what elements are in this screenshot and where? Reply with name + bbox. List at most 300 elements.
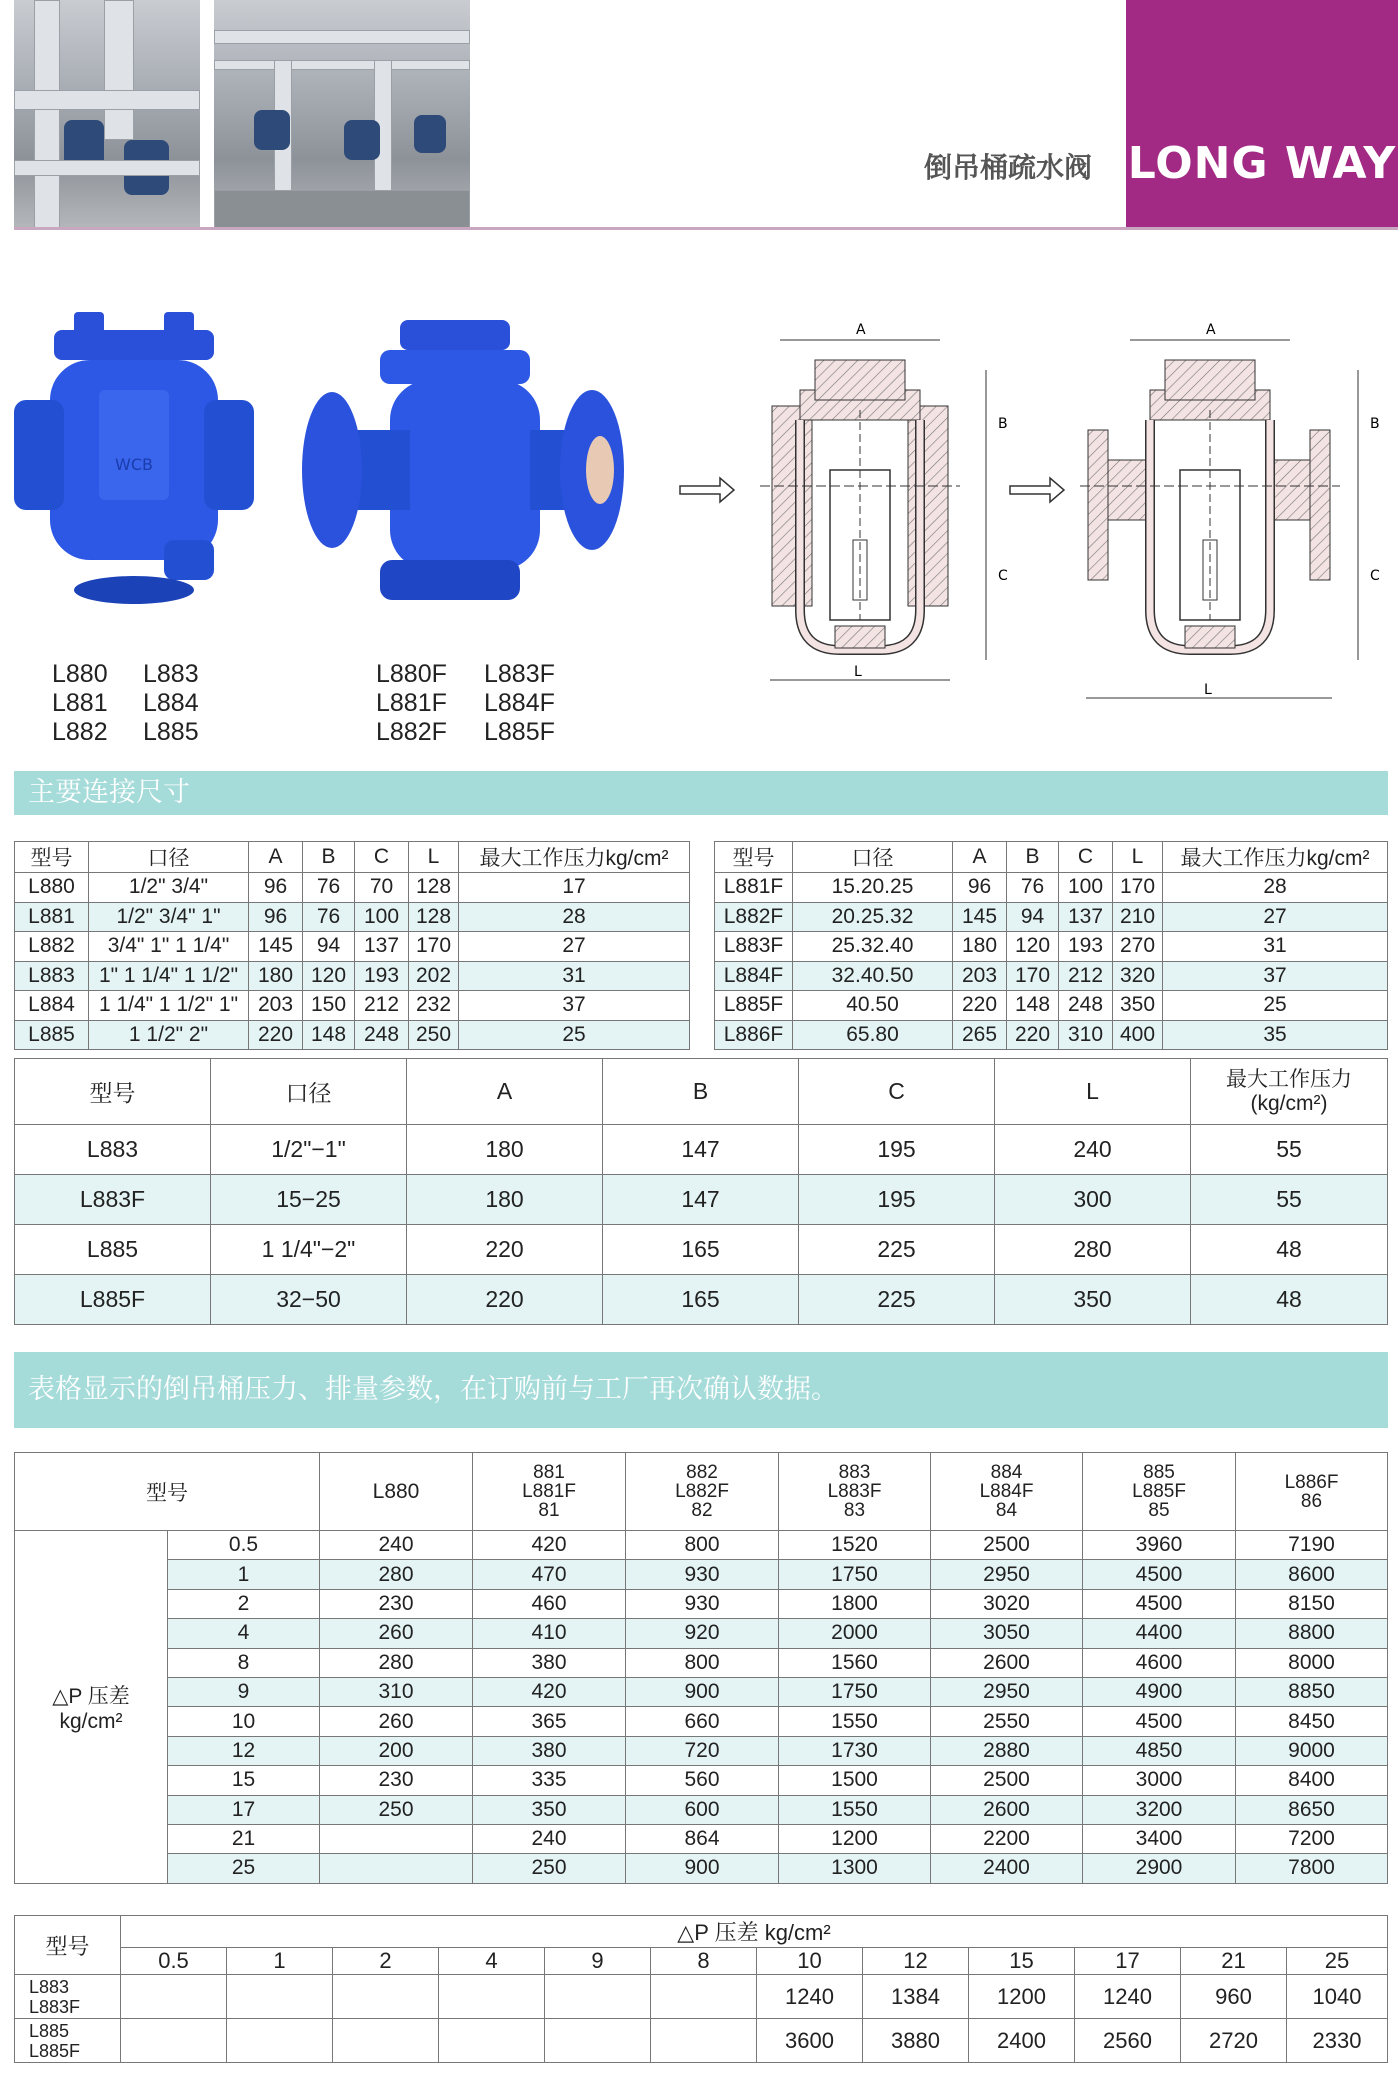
table-cell: 31 — [1163, 932, 1388, 962]
table-cell — [545, 1975, 651, 2019]
table-header: B — [603, 1059, 799, 1125]
table-cell: 96 — [249, 902, 303, 932]
table-cell: 9000 — [1236, 1736, 1388, 1765]
table2-body — [715, 873, 1388, 1050]
table-header: 12 — [863, 1948, 969, 1975]
table-cell: 225 — [799, 1225, 995, 1275]
flanged-models-col2 — [484, 660, 555, 747]
table1-body — [15, 873, 690, 1050]
table-cell: 1750 — [779, 1677, 931, 1706]
table-header — [626, 1453, 779, 1531]
table-cell: 2720 — [1181, 2019, 1287, 2063]
table-cell: 200 — [320, 1736, 473, 1765]
table-cell: 100 — [1059, 873, 1113, 903]
table-cell: L885 — [15, 1225, 211, 1275]
table-cell: 380 — [473, 1736, 626, 1765]
table-cell: 94 — [303, 932, 355, 962]
table-cell: 280 — [995, 1225, 1191, 1275]
table-cell: 420 — [473, 1677, 626, 1706]
table-row — [15, 1824, 1388, 1853]
svg-text:WCB: WCB — [115, 455, 153, 474]
table-header: 最大工作压力 — [1226, 1067, 1352, 1091]
table-row — [715, 991, 1388, 1021]
model-label: L884 — [143, 689, 199, 717]
cross-section-diagrams — [670, 310, 1390, 710]
table-header: A — [953, 842, 1007, 873]
table-cell — [651, 2019, 757, 2063]
table-header: A — [407, 1059, 603, 1125]
table-cell: 470 — [473, 1560, 626, 1589]
table-cell: 1240 — [757, 1975, 863, 2019]
table4-head — [15, 1453, 1388, 1531]
table-cell: 8800 — [1236, 1619, 1388, 1648]
section-bar-dimensions — [14, 771, 1388, 815]
table-cell: 128 — [409, 902, 459, 932]
table-cell: 460 — [473, 1589, 626, 1618]
table-cell: 1520 — [779, 1531, 931, 1560]
table-cell: 76 — [303, 902, 355, 932]
table-header: 最大工作压力kg/cm² — [1163, 842, 1388, 873]
table-cell: 145 — [953, 902, 1007, 932]
table-header-row — [15, 1453, 1388, 1531]
table-cell: 128 — [409, 873, 459, 903]
table-cell: L885F — [15, 1275, 211, 1325]
table-cell: 410 — [473, 1619, 626, 1648]
table-header-pressure — [1191, 1059, 1388, 1125]
table-cell: 248 — [1059, 991, 1113, 1021]
table-cell: 170 — [409, 932, 459, 962]
table-header: C — [355, 842, 409, 873]
table-cell: 180 — [407, 1125, 603, 1175]
model-code: 84 — [995, 1500, 1018, 1521]
table-cell: L882 — [15, 932, 89, 962]
brand-box — [1126, 0, 1398, 228]
table-cell: 31 — [459, 961, 690, 991]
header — [14, 0, 1398, 228]
model-cell — [15, 1975, 121, 2019]
table-cell: 170 — [1007, 961, 1059, 991]
table-cell: 900 — [626, 1677, 779, 1706]
table-cell: 1 1/2" 2" — [89, 1020, 249, 1050]
table-cell: 230 — [320, 1766, 473, 1795]
table-header: L — [995, 1059, 1191, 1125]
table-cell: 7200 — [1236, 1824, 1388, 1853]
dim-c-label: C — [998, 568, 1008, 584]
model-code: 85 — [1148, 1500, 1170, 1521]
table-cell: 220 — [249, 1020, 303, 1050]
dim-l-label: L — [854, 664, 862, 680]
table-cell: 1/2" 3/4" 1" — [89, 902, 249, 932]
table-row — [15, 873, 690, 903]
table-header: 口径 — [211, 1059, 407, 1125]
table-header: L — [1113, 842, 1163, 873]
table-header-row — [15, 1916, 1388, 1948]
table-header-row — [15, 1948, 1388, 1975]
table-cell: 1800 — [779, 1589, 931, 1618]
table-header: 型号 — [715, 842, 793, 873]
table-cell — [333, 2019, 439, 2063]
table-header: C — [799, 1059, 995, 1125]
table-cell: 35 — [1163, 1020, 1388, 1050]
dim-a-label: A — [1206, 322, 1216, 338]
table-cell: 1300 — [779, 1854, 931, 1883]
table-cell: L885F — [715, 991, 793, 1021]
table-header — [320, 1453, 473, 1531]
table3-body — [15, 1125, 1388, 1325]
table-row — [15, 1619, 1388, 1648]
table-cell: 195 — [799, 1125, 995, 1175]
table-cell: 1/2"−1" — [211, 1125, 407, 1175]
model-cell — [15, 2019, 121, 2063]
table-cell: 335 — [473, 1766, 626, 1795]
threaded-models-col1 — [52, 660, 108, 747]
table-cell: 8850 — [1236, 1677, 1388, 1706]
table-cell: L885 — [15, 1020, 89, 1050]
table-cell: 250 — [409, 1020, 459, 1050]
table-cell: 17 — [459, 873, 690, 903]
model-code: L883 — [29, 1976, 70, 1997]
table-cell: 280 — [320, 1560, 473, 1589]
model-label: L883F — [484, 660, 555, 688]
table-cell: 27 — [1163, 902, 1388, 932]
table-cell: 96 — [249, 873, 303, 903]
table-cell: 800 — [626, 1648, 779, 1677]
table-cell: 165 — [603, 1225, 799, 1275]
table-cell: 2950 — [931, 1677, 1083, 1706]
table-cell: 212 — [355, 991, 409, 1021]
table-cell: 37 — [1163, 961, 1388, 991]
table-cell — [651, 1975, 757, 2019]
table-cell: 145 — [249, 932, 303, 962]
table-cell: 660 — [626, 1707, 779, 1736]
table-cell: 55 — [1191, 1175, 1388, 1225]
table-cell: 240 — [995, 1125, 1191, 1175]
table-cell — [545, 2019, 651, 2063]
table-header: 10 — [757, 1948, 863, 1975]
table-cell: L881 — [15, 902, 89, 932]
model-code: 885 — [1143, 1462, 1175, 1483]
table-cell: 10 — [168, 1707, 320, 1736]
table-cell: 1" 1 1/4" 1 1/2" — [89, 961, 249, 991]
table-cell: 27 — [459, 932, 690, 962]
model-code: 882 — [686, 1462, 718, 1483]
table-cell: L884F — [715, 961, 793, 991]
table-row — [715, 932, 1388, 962]
table-cell: 3200 — [1083, 1795, 1236, 1824]
factory-photo-1 — [14, 0, 200, 228]
model-code: 883 — [838, 1462, 871, 1483]
table-row — [15, 1020, 690, 1050]
model-code: L885 — [29, 2020, 70, 2041]
table-cell: 230 — [320, 1589, 473, 1618]
table-header: (kg/cm²) — [1250, 1091, 1328, 1115]
model-code: 82 — [691, 1500, 713, 1521]
table-cell: 137 — [355, 932, 409, 962]
table-cell: 32−50 — [211, 1275, 407, 1325]
table-header — [779, 1453, 931, 1531]
table-cell: 94 — [1007, 902, 1059, 932]
table-cell: 148 — [1007, 991, 1059, 1021]
table-cell: 365 — [473, 1707, 626, 1736]
table-header: 4 — [439, 1948, 545, 1975]
threaded-models-col2 — [143, 660, 199, 747]
table-cell: 4600 — [1083, 1648, 1236, 1677]
table-cell: 320 — [1113, 961, 1163, 991]
flanged-valve-image — [300, 310, 630, 620]
table-row — [15, 1275, 1388, 1325]
table-header: 21 — [1181, 1948, 1287, 1975]
table-cell: 3880 — [863, 2019, 969, 2063]
table-row — [15, 1795, 1388, 1824]
table-header: L — [409, 842, 459, 873]
model-code: L880 — [372, 1480, 420, 1503]
table-cell: 2400 — [969, 2019, 1075, 2063]
table-row — [15, 2019, 1388, 2063]
table-cell — [439, 1975, 545, 2019]
section-title: 表格显示的倒吊桶压力、排量参数，在订购前与工厂再次确认数据。 — [28, 1374, 838, 1405]
table-cell: 15.20.25 — [793, 873, 953, 903]
table-cell: 17 — [168, 1795, 320, 1824]
table-cell — [333, 1975, 439, 2019]
table-cell: 1200 — [779, 1824, 931, 1853]
table-cell: 120 — [303, 961, 355, 991]
table-header: 17 — [1075, 1948, 1181, 1975]
capacity-table — [14, 1452, 1388, 1884]
table-header: △P 压差 kg/cm² — [121, 1916, 1388, 1948]
table-cell: 930 — [626, 1589, 779, 1618]
table-cell: 1200 — [969, 1975, 1075, 2019]
table-cell: 147 — [603, 1175, 799, 1225]
table-cell: 120 — [1007, 932, 1059, 962]
table-cell: 7800 — [1236, 1854, 1388, 1883]
table-row — [15, 902, 690, 932]
model-code: L882F — [675, 1481, 729, 1502]
table-cell: 220 — [407, 1275, 603, 1325]
table-cell: 3050 — [931, 1619, 1083, 1648]
table-cell: 960 — [1181, 1975, 1287, 2019]
table-row — [15, 1225, 1388, 1275]
table-cell: 2400 — [931, 1854, 1083, 1883]
table-cell: 2600 — [931, 1795, 1083, 1824]
table-row — [15, 1854, 1388, 1883]
table-cell: 800 — [626, 1531, 779, 1560]
table-cell: 420 — [473, 1531, 626, 1560]
table-row — [15, 1175, 1388, 1225]
table-cell: 1730 — [779, 1736, 931, 1765]
table-cell: 1/2" 3/4" — [89, 873, 249, 903]
table-header: 8 — [651, 1948, 757, 1975]
factory-photo-2 — [214, 0, 470, 228]
table-header — [473, 1453, 626, 1531]
table-cell: 2950 — [931, 1560, 1083, 1589]
table-cell — [121, 2019, 227, 2063]
table-cell: 32.40.50 — [793, 961, 953, 991]
table-row — [15, 1648, 1388, 1677]
model-label: L884F — [484, 689, 555, 717]
table-cell: 1560 — [779, 1648, 931, 1677]
table-cell: 48 — [1191, 1225, 1388, 1275]
table-cell: L883 — [15, 1125, 211, 1175]
table-cell: 180 — [249, 961, 303, 991]
dim-a-label: A — [856, 322, 866, 338]
table5-head — [15, 1916, 1388, 1975]
table-cell: 864 — [626, 1824, 779, 1853]
table-cell: 4500 — [1083, 1560, 1236, 1589]
table-row — [15, 1677, 1388, 1706]
table-cell: 2880 — [931, 1736, 1083, 1765]
table-cell: 920 — [626, 1619, 779, 1648]
table-cell: 250 — [320, 1795, 473, 1824]
table-cell: 2550 — [931, 1707, 1083, 1736]
table-cell: L882F — [715, 902, 793, 932]
table-header — [1236, 1453, 1388, 1531]
table-cell: L881F — [715, 873, 793, 903]
table-cell: 8650 — [1236, 1795, 1388, 1824]
table-row — [15, 1125, 1388, 1175]
model-code: L885F — [29, 2040, 81, 2061]
table-cell: 170 — [1113, 873, 1163, 903]
table-cell: 8400 — [1236, 1766, 1388, 1795]
table-cell: 350 — [1113, 991, 1163, 1021]
table-cell: L883F — [715, 932, 793, 962]
table-row — [15, 1589, 1388, 1618]
table-cell: 350 — [473, 1795, 626, 1824]
table-cell: 212 — [1059, 961, 1113, 991]
model-label: L882F — [376, 718, 447, 746]
model-code: 81 — [538, 1500, 560, 1521]
table-cell: 260 — [320, 1707, 473, 1736]
table-row — [715, 1020, 1388, 1050]
table-cell: L886F — [715, 1020, 793, 1050]
table-cell: 150 — [303, 991, 355, 1021]
label-line: kg/cm² — [59, 1709, 123, 1733]
table-cell: 15−25 — [211, 1175, 407, 1225]
label-line: △P 压差 — [52, 1684, 130, 1708]
table-cell: 147 — [603, 1125, 799, 1175]
table-header: 型号 — [15, 1059, 211, 1125]
table-row — [15, 1766, 1388, 1795]
table-header: 2 — [333, 1948, 439, 1975]
table-cell: 15 — [168, 1766, 320, 1795]
table-row — [15, 932, 690, 962]
table-cell: 8000 — [1236, 1648, 1388, 1677]
table-cell: 193 — [355, 961, 409, 991]
table-cell: 40.50 — [793, 991, 953, 1021]
table-cell: 100 — [355, 902, 409, 932]
model-code: 881 — [533, 1462, 565, 1483]
table-row — [15, 1975, 1388, 2019]
table-cell: 240 — [473, 1824, 626, 1853]
table-cell: L883 — [15, 961, 89, 991]
table-cell: 2200 — [931, 1824, 1083, 1853]
table-cell: 310 — [1059, 1020, 1113, 1050]
model-code: L884F — [979, 1481, 1034, 1502]
table-cell: 2500 — [931, 1531, 1083, 1560]
dim-b-label: B — [1370, 416, 1380, 432]
table-cell: 4500 — [1083, 1707, 1236, 1736]
table-cell: 210 — [1113, 902, 1163, 932]
table-cell — [227, 1975, 333, 2019]
table-cell: 3960 — [1083, 1531, 1236, 1560]
table-cell: 300 — [995, 1175, 1191, 1225]
table-cell: 225 — [799, 1275, 995, 1325]
table-cell: L884 — [15, 991, 89, 1021]
model-code: L886F — [1284, 1471, 1339, 1493]
table-header: A — [249, 842, 303, 873]
table-cell: 180 — [407, 1175, 603, 1225]
table-cell: 310 — [320, 1677, 473, 1706]
table-header: 型号 — [15, 1916, 121, 1975]
table4-body — [15, 1531, 1388, 1884]
table-header: B — [303, 842, 355, 873]
model-code: L885F — [1132, 1481, 1186, 1502]
table-header: 9 — [545, 1948, 651, 1975]
brand-logo: LONG WAY — [1127, 138, 1397, 189]
table-cell: 2900 — [1083, 1854, 1236, 1883]
table-header: 15 — [969, 1948, 1075, 1975]
table-header: 型号 — [15, 842, 89, 873]
table-row — [715, 873, 1388, 903]
section-title: 主要连接尺寸 — [28, 777, 190, 808]
model-code: 884 — [990, 1462, 1023, 1483]
table-cell: 1 — [168, 1560, 320, 1589]
row-group-label — [15, 1531, 168, 1884]
table-cell: 380 — [473, 1648, 626, 1677]
header-divider — [14, 227, 1398, 230]
table-cell: 260 — [320, 1619, 473, 1648]
table-cell: 2 — [168, 1589, 320, 1618]
table-cell: 137 — [1059, 902, 1113, 932]
table-cell: 195 — [799, 1175, 995, 1225]
table-cell: 2600 — [931, 1648, 1083, 1677]
table-cell: 232 — [409, 991, 459, 1021]
table-cell: 1550 — [779, 1795, 931, 1824]
table-cell: 4 — [168, 1619, 320, 1648]
table-cell: 193 — [1059, 932, 1113, 962]
table-header: 型号 — [15, 1453, 320, 1531]
table-cell: 1040 — [1287, 1975, 1388, 2019]
table-cell: 25 — [1163, 991, 1388, 1021]
dimension-table-high-pressure — [14, 1058, 1388, 1325]
table-cell: 1384 — [863, 1975, 969, 2019]
table-cell: 3/4" 1" 1 1/4" — [89, 932, 249, 962]
table-cell: 720 — [626, 1736, 779, 1765]
table-cell: 37 — [459, 991, 690, 1021]
table-cell: 2000 — [779, 1619, 931, 1648]
table-cell: 3600 — [757, 2019, 863, 2063]
table-cell: 76 — [1007, 873, 1059, 903]
table-cell: 560 — [626, 1766, 779, 1795]
table-header: 1 — [227, 1948, 333, 1975]
dim-c-label: C — [1370, 568, 1380, 584]
table-cell — [227, 2019, 333, 2063]
table-cell: 4900 — [1083, 1677, 1236, 1706]
table-cell: 21 — [168, 1824, 320, 1853]
table-cell: 4500 — [1083, 1589, 1236, 1618]
table-cell: 280 — [320, 1648, 473, 1677]
table-cell: 1 1/4" 1 1/2" 1" — [89, 991, 249, 1021]
table-cell: 8150 — [1236, 1589, 1388, 1618]
table-header: 口径 — [89, 842, 249, 873]
table-cell: 900 — [626, 1854, 779, 1883]
table-header — [1083, 1453, 1236, 1531]
table5-body — [15, 1975, 1388, 2063]
table-header: B — [1007, 842, 1059, 873]
table-cell: L880 — [15, 873, 89, 903]
table-header: 口径 — [793, 842, 953, 873]
table-cell: 65.80 — [793, 1020, 953, 1050]
model-label: L882 — [52, 718, 108, 746]
